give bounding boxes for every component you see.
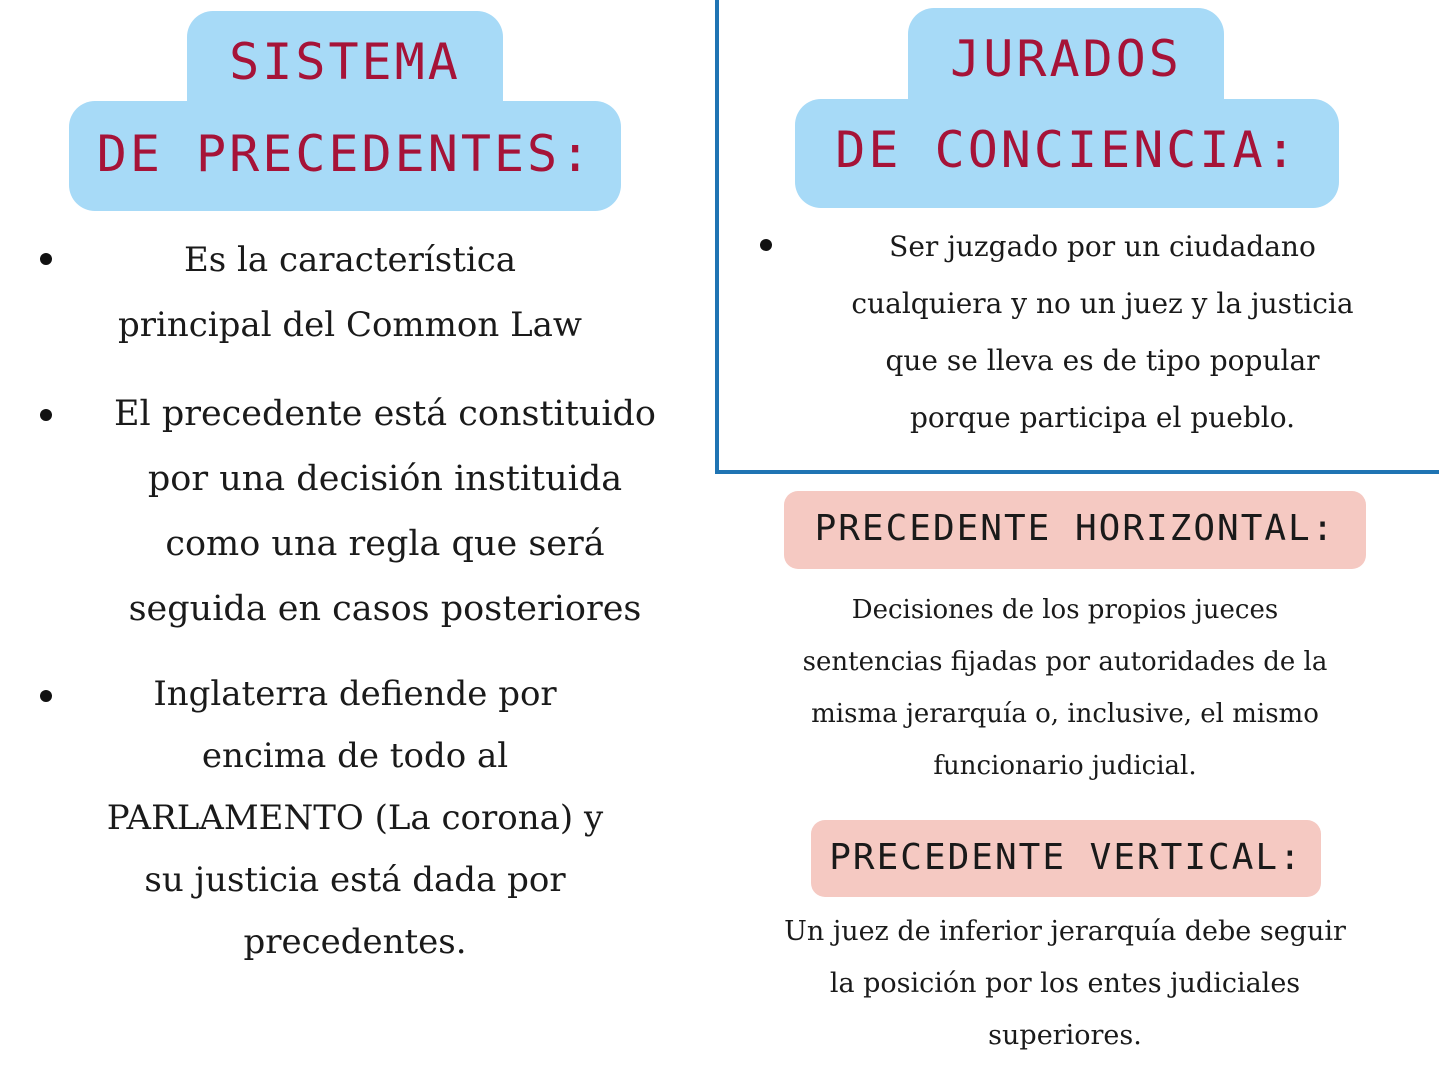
text-line: Es la característica <box>183 240 517 280</box>
text-line: El precedente está constituido <box>113 394 657 434</box>
text-line: Inglaterra defiende por <box>153 674 557 714</box>
bullet-dot <box>40 409 52 421</box>
left-bullet-1 <box>75 228 625 358</box>
text-line: Ser juzgado por un ciudadano <box>889 230 1316 263</box>
horizontal-title: PRECEDENTE HORIZONTAL: <box>814 508 1336 549</box>
text-line: la posición por los entes judiciales <box>829 968 1301 999</box>
text-line: sentencias fijadas por autoridades de la <box>802 647 1328 677</box>
text-line: cualquiera y no un juez y la justicia <box>851 287 1354 320</box>
jurados-title-line2: DE CONCIENCIA: <box>835 121 1299 179</box>
left-title-line1: SISTEMA <box>229 33 461 91</box>
vertical-title: PRECEDENTE VERTICAL: <box>829 837 1303 878</box>
text-line: que se lleva es de tipo popular <box>885 344 1320 377</box>
text-line: su justicia está dada por <box>144 860 566 900</box>
bullet-dot <box>40 253 52 265</box>
text-line: principal del Common Law <box>117 305 583 345</box>
left-bullet-3 <box>55 663 655 973</box>
text-line: como una regla que será <box>165 524 605 564</box>
text-line: PARLAMENTO (La corona) y <box>106 798 604 838</box>
text-line: misma jerarquía o, inclusive, el mismo <box>811 699 1319 729</box>
text-line: porque participa el pueblo. <box>909 401 1296 434</box>
bullet-dot <box>760 239 772 251</box>
text-line: Un juez de inferior jerarquía debe seguir <box>784 916 1346 947</box>
horizontal-text <box>742 584 1388 792</box>
left-title-line2: DE PRECEDENTES: <box>96 125 594 183</box>
frame-horizontal-line <box>715 470 1439 474</box>
jurados-text <box>790 218 1415 446</box>
text-line: Decisiones de los propios jueces <box>851 595 1279 625</box>
text-line: seguida en casos posteriores <box>128 589 642 629</box>
vertical-text <box>742 906 1388 1062</box>
jurados-title-line1: JURADOS <box>950 30 1182 88</box>
bullet-dot <box>40 690 52 702</box>
text-line: por una decisión instituida <box>147 459 623 499</box>
text-line: encima de todo al <box>201 736 509 776</box>
text-line: superiores. <box>988 1020 1142 1051</box>
text-line: precedentes. <box>243 922 467 962</box>
left-bullet-2 <box>75 382 695 642</box>
text-line: funcionario judicial. <box>933 751 1197 781</box>
frame-vertical-line <box>715 0 719 474</box>
